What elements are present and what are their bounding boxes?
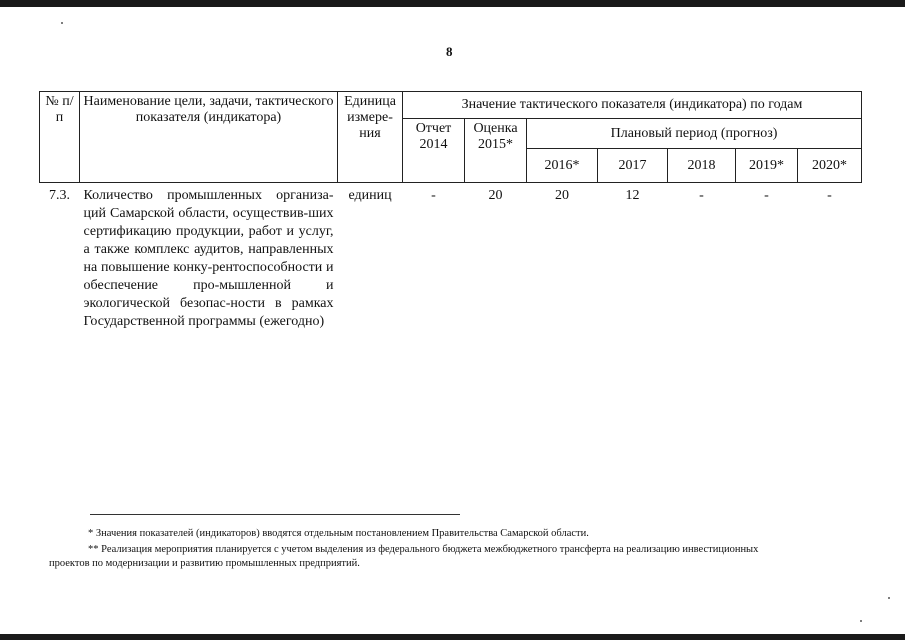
page-number: 8: [446, 44, 453, 59]
row-name: Количество промышленных организа-ций Самарской области, осуществив-ших сертификацию продукции, работ и услуг, а также комплекс аудитов, направленных на повышение конку-рентоспособности и обеспечение про-мышленной и экологической безопас-ности в рамках Государственной программы (ежегодно): [83, 188, 334, 329]
row-2019: -: [764, 188, 769, 203]
header-value-group: Значение тактического показателя (индикатора) по годам: [403, 92, 862, 119]
footnote-divider: [90, 514, 460, 515]
row-report: -: [431, 188, 436, 203]
row-unit: единиц: [348, 188, 392, 203]
row-2018: -: [699, 188, 704, 203]
header-unit: Единица измере-ния: [338, 92, 403, 183]
header-report: Отчет 2014: [403, 119, 465, 183]
row-estimate: 20: [488, 188, 503, 203]
scan-speck: [888, 597, 890, 599]
footnote-2-continuation: проектов по модернизации и развитию промышленных предприятий.: [49, 558, 360, 569]
header-estimate: Оценка 2015*: [465, 119, 527, 183]
row-2017: 12: [625, 188, 640, 203]
table-row: [40, 183, 862, 336]
header-year-2016: 2016*: [527, 149, 598, 183]
footnote-1: * Значения показателей (индикаторов) вводятся отдельным постановлением Правительства Самарской области.: [88, 528, 589, 539]
scan-speck: [61, 22, 63, 24]
header-name: Наименование цели, задачи, тактического показателя (индикатора): [80, 92, 338, 183]
header-year-2019: 2019*: [736, 149, 798, 183]
scan-speck: [860, 620, 862, 622]
row-2020: -: [827, 188, 832, 203]
indicators-table: [39, 91, 862, 335]
scan-top-border: [0, 0, 905, 7]
row-2016: 20: [555, 188, 569, 203]
header-year-2020: 2020*: [798, 149, 862, 183]
scan-bottom-border: [0, 634, 905, 640]
header-year-2017: 2017: [598, 149, 668, 183]
header-num: № п/п: [40, 92, 80, 183]
footnote-2: ** Реализация мероприятия планируется с учетом выделения из федерального бюджета межбюджетного трансферта на реализацию инвестиционных: [88, 544, 759, 555]
row-num: 7.3.: [49, 188, 70, 203]
header-plan-group: Плановый период (прогноз): [527, 119, 862, 149]
header-year-2018: 2018: [668, 149, 736, 183]
